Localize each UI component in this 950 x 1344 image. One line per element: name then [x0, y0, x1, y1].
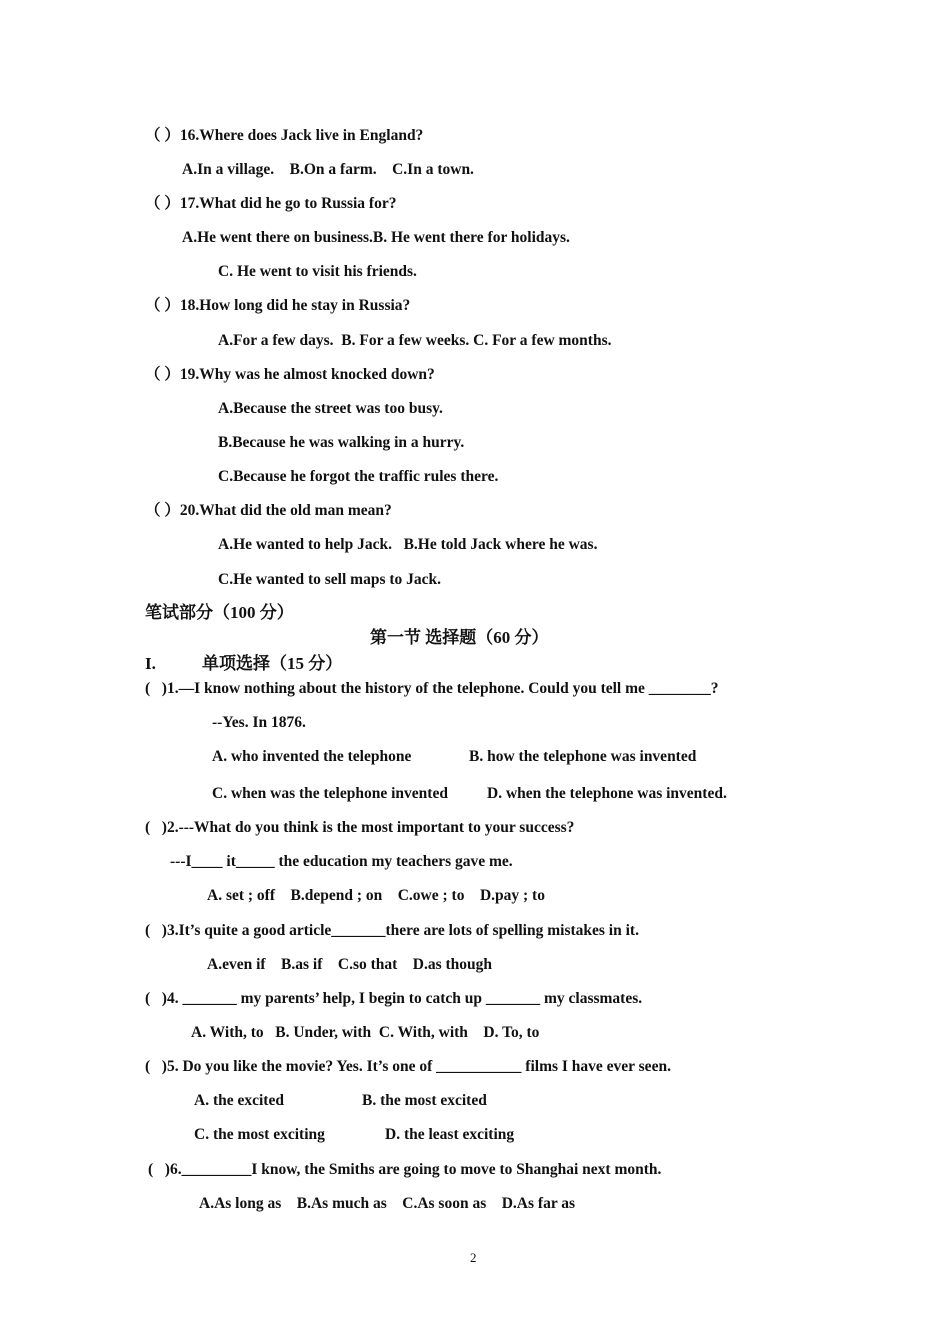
q18-options: A.For a few days. B. For a few weeks. C. For a few months. — [218, 332, 612, 349]
q19-stem: （ ）19.Why was he almost knocked down? — [145, 366, 435, 383]
q16-stem: （ ）16.Where does Jack live in England? — [145, 127, 424, 144]
q6-stem: ( )6._________I know, the Smiths are going to move to Shanghai next month. — [148, 1161, 662, 1178]
q1-answer: --Yes. In 1876. — [212, 714, 306, 731]
q5-option-c: C. the most exciting — [194, 1126, 325, 1143]
q19-option-b: B.Because he was walking in a hurry. — [218, 434, 465, 451]
section-title: 第一节 选择题（60 分） — [370, 628, 549, 647]
q5-stem: ( )5. Do you like the movie? Yes. It’s one of ___________ films I have ever seen. — [145, 1058, 671, 1075]
q4-options: A. With, to B. Under, with C. With, with D. To, to — [191, 1024, 540, 1041]
q17-stem: （ ）17.What did he go to Russia for? — [145, 195, 397, 212]
sub-section-number: I. — [145, 654, 156, 673]
q17-options-line1: A.He went there on business.B. He went there for holidays. — [182, 229, 570, 246]
q3-stem: ( )3.It’s quite a good article_______there are lots of spelling mistakes in it. — [145, 922, 639, 939]
q1-option-c: C. when was the telephone invented — [212, 785, 448, 802]
q19-option-c: C.Because he forgot the traffic rules there. — [218, 468, 499, 485]
q1-stem: ( )1.—I know nothing about the history of the telephone. Could you tell me ________? — [145, 680, 719, 697]
q4-stem: ( )4. _______ my parents’ help, I begin to catch up _______ my classmates. — [145, 990, 643, 1007]
q3-options: A.even if B.as if C.so that D.as though — [207, 956, 493, 973]
q20-options-line2: C.He wanted to sell maps to Jack. — [218, 571, 442, 588]
q2-answer: ---I____ it_____ the education my teachers gave me. — [170, 853, 513, 870]
q6-options: A.As long as B.As much as C.As soon as D.As far as — [199, 1195, 576, 1212]
sub-section-title: 单项选择（15 分） — [202, 654, 343, 673]
q1-option-b: B. how the telephone was invented — [469, 748, 697, 765]
q2-options: A. set ; off B.depend ; on C.owe ; to D.pay ; to — [207, 887, 545, 904]
q5-option-a: A. the excited — [194, 1092, 284, 1109]
q17-options-line2: C. He went to visit his friends. — [218, 263, 417, 280]
q1-option-d: D. when the telephone was invented. — [487, 785, 727, 802]
q20-stem: （ ）20.What did the old man mean? — [145, 502, 392, 519]
q1-option-a: A. who invented the telephone — [212, 748, 412, 765]
page-number: 2 — [470, 1250, 477, 1265]
q2-stem: ( )2.---What do you think is the most important to your success? — [145, 819, 575, 836]
written-part-title: 笔试部分（100 分） — [145, 603, 294, 622]
q5-option-d: D. the least exciting — [385, 1126, 515, 1143]
q5-option-b: B. the most excited — [362, 1092, 487, 1109]
q18-stem: （ ）18.How long did he stay in Russia? — [145, 297, 411, 314]
q20-options-line1: A.He wanted to help Jack. B.He told Jack where he was. — [218, 536, 598, 553]
q19-option-a: A.Because the street was too busy. — [218, 400, 443, 417]
q16-options: A.In a village. B.On a farm. C.In a town. — [182, 161, 474, 178]
